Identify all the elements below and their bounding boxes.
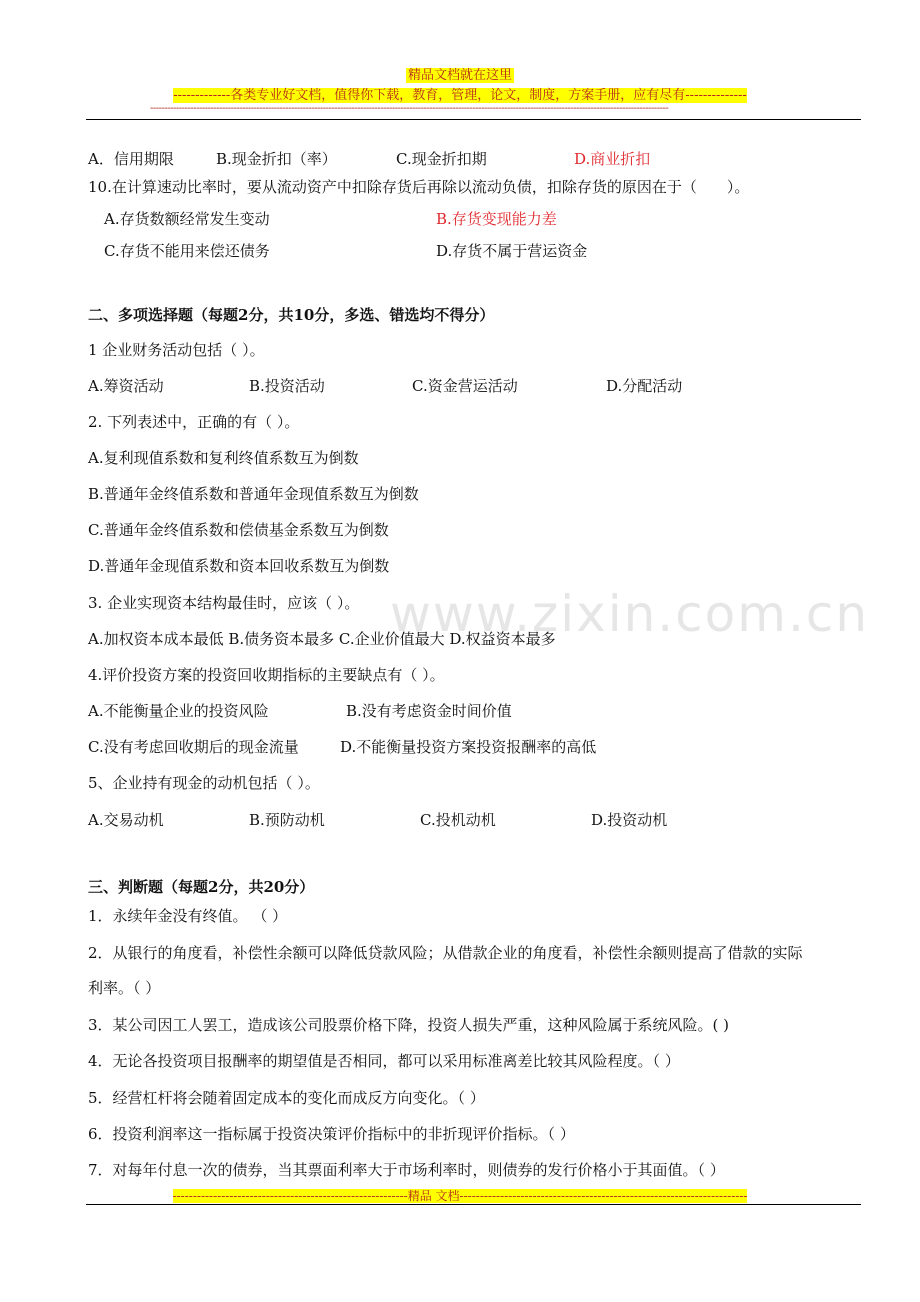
s3-q2-line2: 利率。（ ） xyxy=(88,979,161,997)
s3-q6: 6．投资利润率这一指标属于投资决策评价指标中的非折现评价指标。（ ） xyxy=(88,1125,575,1143)
header-banner-subtitle xyxy=(0,84,920,103)
header-banner-title xyxy=(0,64,920,83)
q10-option-b-answer: B.存货变现能力差 xyxy=(436,210,557,228)
s2-q5-stem: 5、企业持有现金的动机包括（ ）。 xyxy=(88,774,320,792)
header-dash-line: ------------------------------------------------------------------------------------------------------------------------------------------------------------------------------------ xyxy=(150,103,669,114)
s2-q1-option-b: B.投资活动 xyxy=(249,377,325,395)
s3-q1: 1．永续年金没有终值。 （ ） xyxy=(88,907,288,925)
s2-q5-option-c: C.投机动机 xyxy=(420,811,496,829)
s3-q5: 5．经营杠杆将会随着固定成本的变化而成反方向变化。（ ） xyxy=(88,1089,485,1107)
s2-q5-option-a: A.交易动机 xyxy=(88,811,164,829)
footer-text: ----------------------------------------------------------精品 文档----------------------------------------------------------------------- xyxy=(172,1189,748,1203)
section2-title: 二、多项选择题（每题2分，共10分，多选、错选均不得分） xyxy=(88,306,495,324)
s2-q2-option-a: A.复利现值系数和复利终值系数互为倒数 xyxy=(88,449,359,467)
q9-option-b: B.现金折扣（率） xyxy=(216,150,337,168)
header-rule xyxy=(86,119,861,120)
s2-q1-stem: 1 企业财务活动包括（ ）。 xyxy=(88,341,265,359)
footer-rule xyxy=(86,1204,861,1205)
s2-q5-option-d: D.投资动机 xyxy=(591,811,668,829)
q10-option-d: D.存货不属于营运资金 xyxy=(436,242,588,260)
q9-option-d-answer: D.商业折扣 xyxy=(574,150,651,168)
s2-q2-option-d: D.普通年金现值系数和资本回收系数互为倒数 xyxy=(88,557,390,575)
s2-q3-stem: 3. 企业实现资本结构最佳时，应该（ ）。 xyxy=(88,594,360,612)
q9-option-a: A．信用期限 xyxy=(88,150,174,168)
s2-q4-stem: 4.评价投资方案的投资回收期指标的主要缺点有（ ）。 xyxy=(88,666,445,684)
header-subtitle-text: -------------各类专业好文档，值得你下载，教育，管理，论文，制度，方案手册，应有尽有-------------- xyxy=(173,88,747,103)
s2-q1-option-a: A.筹资活动 xyxy=(88,377,164,395)
q10-option-c: C.存货不能用来偿还债务 xyxy=(104,242,270,260)
s2-q4-option-d: D.不能衡量投资方案投资报酬率的高低 xyxy=(340,738,597,756)
s2-q5-option-b: B.预防动机 xyxy=(249,811,325,829)
q10-option-a: A.存货数额经常发生变动 xyxy=(104,210,270,228)
s3-q4: 4．无论各投资项目报酬率的期望值是否相同，都可以采用标准离差比较其风险程度。（ ） xyxy=(88,1052,680,1070)
s3-q3: 3．某公司因工人罢工，造成该公司股票价格下降，投资人损失严重，这种风险属于系统风险。( ) xyxy=(88,1016,730,1034)
s2-q2-stem: 2. 下列表述中，正确的有（ ）。 xyxy=(88,413,300,431)
s2-q4-option-a: A.不能衡量企业的投资风险 xyxy=(88,702,269,720)
s2-q2-option-c: C.普通年金终值系数和偿债基金系数互为倒数 xyxy=(88,521,389,539)
s2-q4-option-b: B.没有考虑资金时间价值 xyxy=(346,702,512,720)
header-title-text: 精品文档就在这里 xyxy=(407,68,512,83)
q9-option-c: C.现金折扣期 xyxy=(396,150,487,168)
footer-banner xyxy=(0,1187,920,1204)
s2-q1-option-d: D.分配活动 xyxy=(606,377,683,395)
s2-q1-option-c: C.资金营运活动 xyxy=(412,377,518,395)
s2-q3-options: A.加权资本成本最低 B.债务资本最多 C.企业价值最大 D.权益资本最多 xyxy=(88,630,556,648)
q10-stem: 10.在计算速动比率时，要从流动资产中扣除存货后再除以流动负债，扣除存货的原因在于（ ）。 xyxy=(88,178,750,196)
watermark: www.zixin.com.cn xyxy=(390,585,870,643)
s2-q2-option-b: B.普通年金终值系数和普通年金现值系数互为倒数 xyxy=(88,485,419,503)
s3-q7: 7．对每年付息一次的债券，当其票面利率大于市场利率时，则债券的发行价格小于其面值。（ ） xyxy=(88,1161,725,1179)
section3-title: 三、判断题（每题2分，共20分） xyxy=(88,878,315,896)
s3-q2-line1: 2．从银行的角度看，补偿性余额可以降低贷款风险；从借款企业的角度看，补偿性余额则提高了借款的实际 xyxy=(88,944,803,962)
s2-q4-option-c: C.没有考虑回收期后的现金流量 xyxy=(88,738,299,756)
